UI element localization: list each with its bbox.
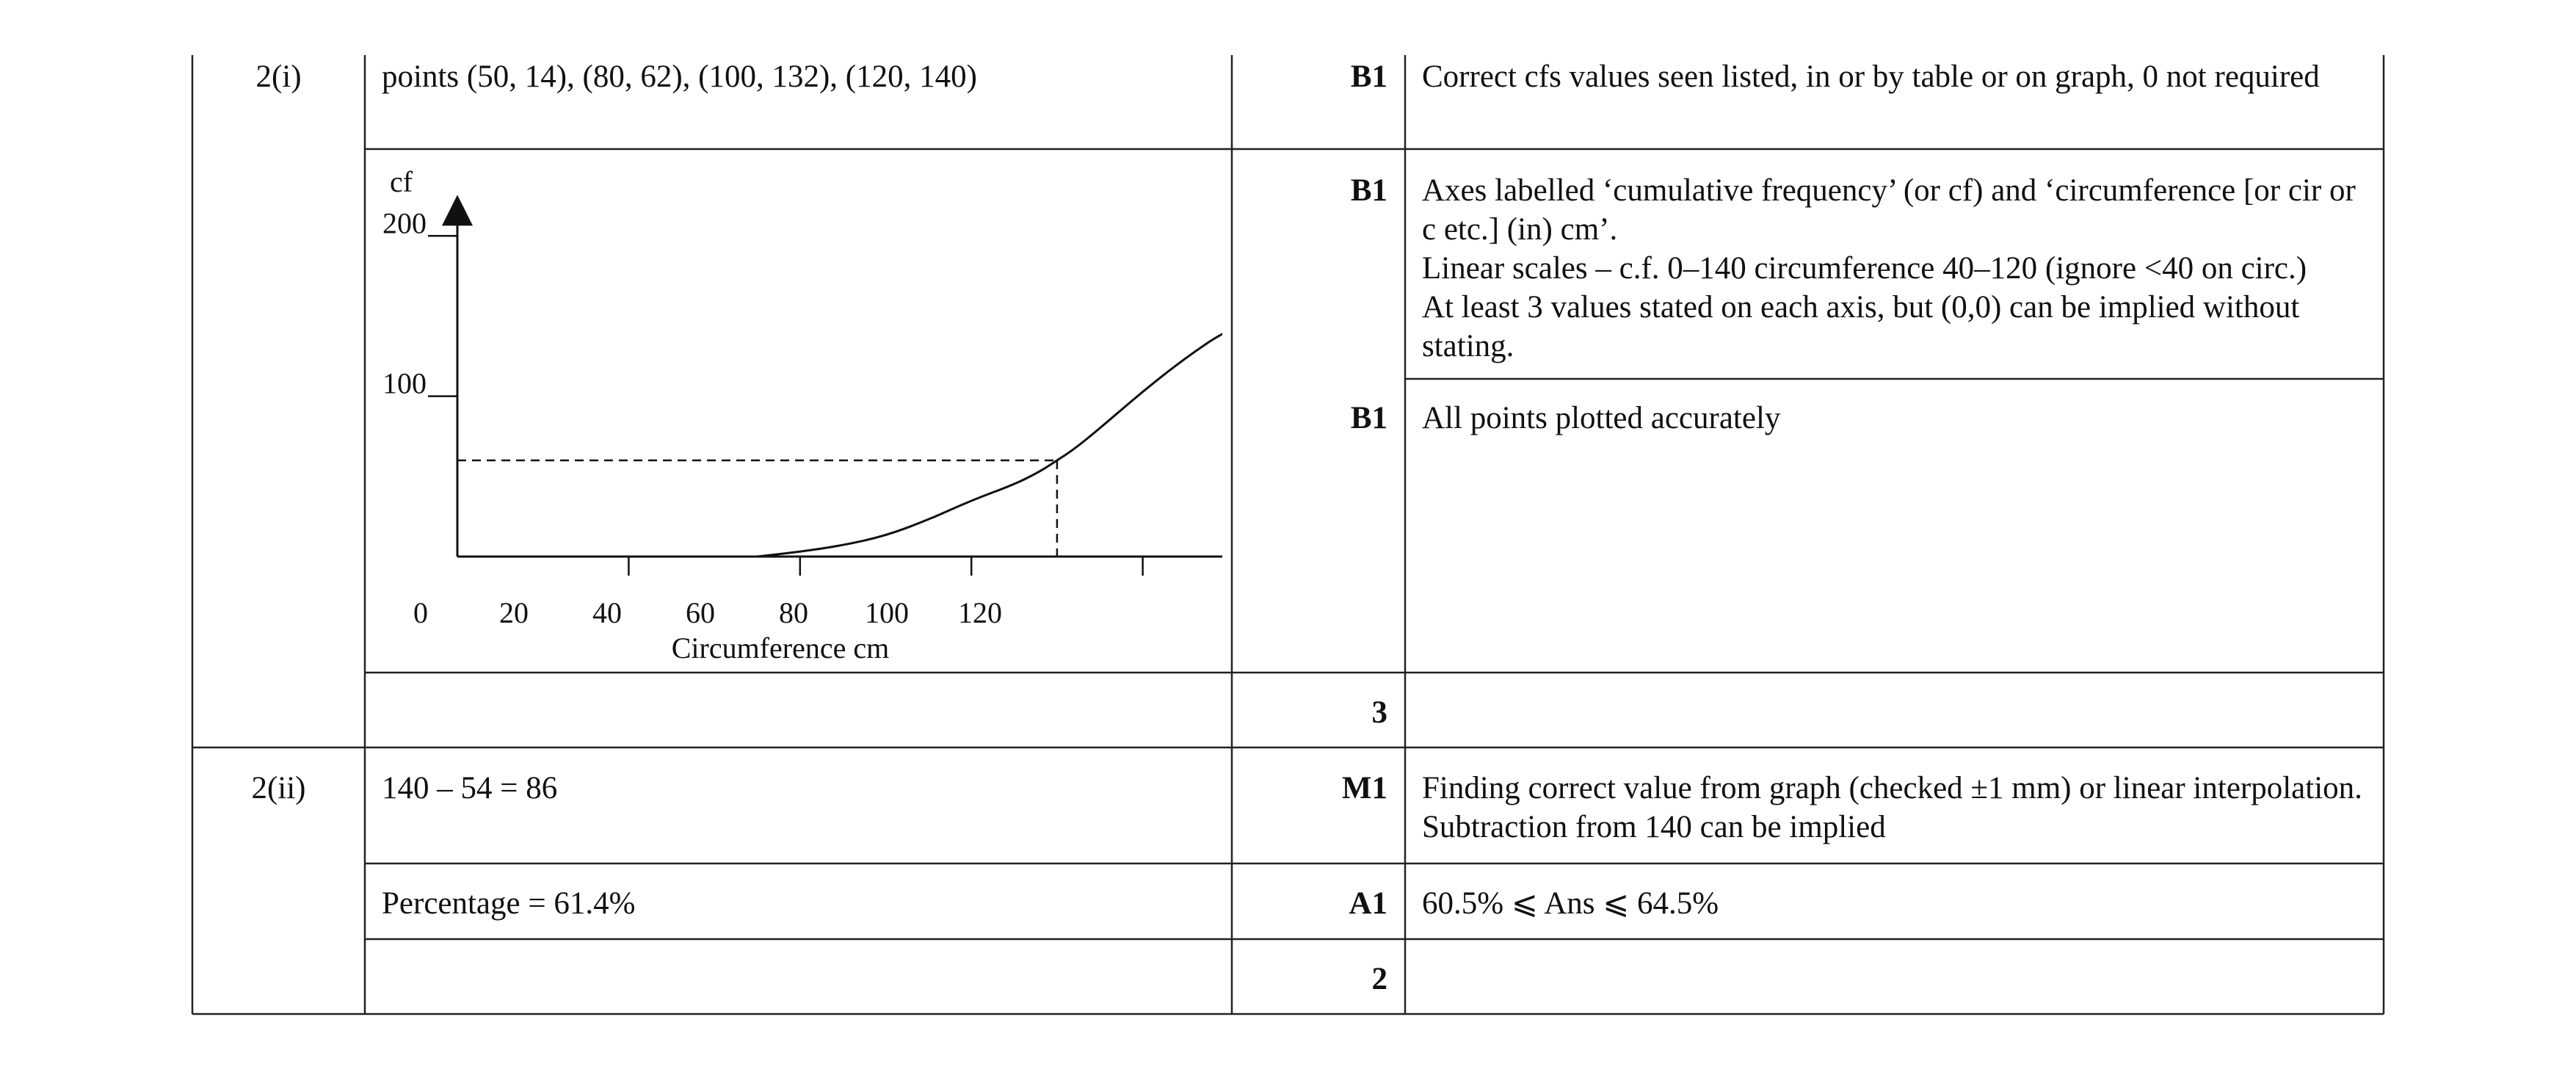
guidance-text: Finding correct value from graph (checked ±1 mm) or linear interpolation. Subtraction from 140 can be implied: [1422, 771, 2362, 844]
x-tick-label: 0: [413, 596, 428, 629]
x-axis-label: Circumference cm: [671, 631, 890, 664]
x-tick-label: 80: [779, 596, 808, 629]
question-number: 2(ii): [251, 771, 306, 805]
x-tick-label: 20: [499, 596, 529, 629]
cumulative-frequency-curve: [757, 300, 1222, 557]
answer-text: Percentage = 61.4%: [382, 886, 636, 921]
x-tick-label: 40: [592, 596, 622, 629]
cumulative-frequency-graph: [371, 158, 1222, 664]
mark-total: 2: [1371, 962, 1387, 996]
guidance-text: All points plotted accurately: [1422, 401, 1781, 435]
guidance-text: Correct cfs values seen listed, in or by table or on graph, 0 not required: [1422, 59, 2320, 94]
y-axis-label: cf: [390, 165, 413, 198]
x-tick-label: 60: [686, 596, 715, 629]
guidance-text: 60.5% ⩽ Ans ⩽ 64.5%: [1422, 886, 1719, 921]
x-tick-label: 100: [865, 596, 909, 629]
mark-code: A1: [1349, 886, 1387, 921]
answer-text: 140 – 54 = 86: [382, 771, 558, 805]
y-tick-label: 100: [382, 366, 427, 400]
mark-code: B1: [1350, 173, 1387, 208]
mark-total: 3: [1371, 695, 1387, 730]
guidance-text: Axes labelled ‘cumulative frequency’ (or cf) and ‘circumference [or cir or c etc.] (in) cm’. Linear scales – c.f. 0–140 circumference 40–120 (ignore <40 on circ.) At least 3 values stated on each axis, but (0,0) can be implied without stating.: [1422, 173, 2356, 363]
x-tick-label: 120: [958, 596, 1002, 629]
question-number: 2(i): [255, 59, 302, 94]
answer-text: points (50, 14), (80, 62), (100, 132), (120, 140): [382, 59, 977, 94]
mark-code: B1: [1350, 401, 1387, 435]
mark-code: M1: [1341, 771, 1387, 805]
mark-code: B1: [1350, 59, 1387, 94]
y-tick-label: 200: [382, 206, 427, 240]
